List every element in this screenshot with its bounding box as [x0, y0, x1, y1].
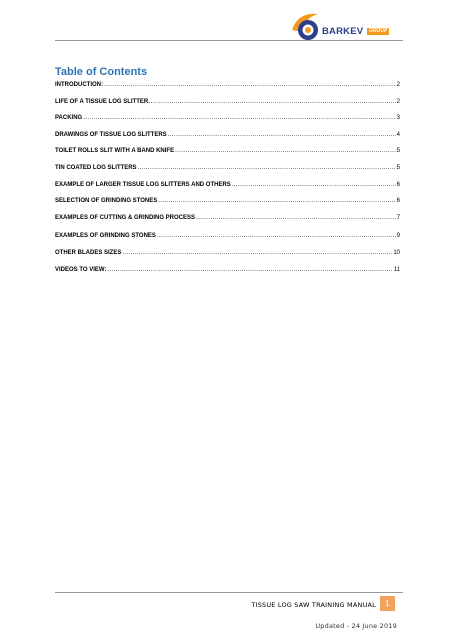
toc-entry-label: TIN COATED LOG SLITTERS	[55, 165, 137, 171]
logo-wordmark: BARKEV	[322, 26, 364, 37]
toc-entry-label: VIDEOS TO VIEW:	[55, 267, 107, 273]
toc-dot-leader	[175, 146, 396, 156]
toc-entry-page: 11	[393, 267, 400, 273]
toc-entry-page: 2	[396, 99, 400, 105]
toc-entry-tin-coated[interactable]	[55, 163, 400, 173]
toc-entry-label: PACKING	[55, 115, 83, 121]
toc-dot-leader	[151, 97, 396, 107]
toc-entry-label: EXAMPLE OF LARGER TISSUE LOG SLITTERS AND OTHERS	[55, 182, 231, 188]
toc-entry-page: 10	[393, 250, 400, 256]
toc-entry-page: 4	[396, 132, 400, 138]
toc-title: Table of Contents	[55, 66, 148, 78]
toc-entry-page: 5	[396, 148, 400, 154]
toc-dot-leader	[158, 196, 395, 206]
toc-entry-introduction[interactable]	[55, 80, 400, 90]
toc-entry-label: OTHER BLADES SIZES	[55, 250, 122, 256]
toc-entry-label: DRAWINGS OF TISSUE LOG SLITTERS	[55, 132, 167, 138]
toc-entry-label: INTRODUCTION:	[55, 82, 103, 88]
toc-entry-label: EXAMPLES OF CUTTING & GRINDING PROCESS	[55, 215, 196, 221]
footer-divider	[55, 592, 403, 593]
barkev-group-logo	[288, 8, 403, 44]
toc-entry-page: 5	[396, 165, 400, 171]
toc-entry-larger-slitters[interactable]	[55, 180, 400, 190]
toc-entry-cutting-grinding[interactable]	[55, 213, 400, 223]
footer-updated-date: Updated - 24 June 2019	[315, 622, 397, 630]
toc-entry-drawings[interactable]	[55, 130, 400, 140]
toc-entry-label: EXAMPLES OF GRINDING STONES	[55, 233, 156, 239]
toc-entry-page: 6	[396, 182, 400, 188]
logo-subtext: GROUP	[369, 28, 388, 34]
toc-entry-page: 7	[396, 215, 400, 221]
toc-entry-label: TOILET ROLLS SLIT WITH A BAND KNIFE	[55, 148, 175, 154]
toc-entry-videos[interactable]	[55, 265, 400, 275]
header-divider	[55, 40, 403, 41]
toc-dot-leader	[122, 248, 392, 258]
toc-entry-page: 6	[396, 198, 400, 204]
toc-dot-leader	[104, 80, 396, 90]
toc-entry-grinding-stones[interactable]	[55, 231, 400, 241]
toc-entry-page: 3	[396, 115, 400, 121]
toc-entry-other-blades[interactable]	[55, 248, 400, 258]
toc-entry-life-of-slitter[interactable]	[55, 97, 400, 107]
toc-dot-leader	[83, 113, 395, 123]
toc-entry-packing[interactable]	[55, 113, 400, 123]
toc-entry-band-knife[interactable]	[55, 146, 400, 156]
toc-dot-leader	[232, 180, 396, 190]
footer-document-title: TISSUE LOG SAW TRAINING MANUAL	[251, 601, 376, 609]
page-number-badge: 1	[380, 596, 395, 611]
toc-entry-page: 2	[396, 82, 400, 88]
toc-dot-leader	[107, 265, 392, 275]
toc-dot-leader	[168, 130, 396, 140]
toc-entry-page: 9	[396, 233, 400, 239]
toc-dot-leader	[138, 163, 396, 173]
toc-dot-leader	[157, 231, 396, 241]
toc-entry-label: SELECTION OF GRINDING STONES	[55, 198, 158, 204]
toc-dot-leader	[196, 213, 396, 223]
toc-entry-selection-grinding[interactable]	[55, 196, 400, 206]
barkev-logo-mark-icon	[288, 8, 324, 44]
toc-entry-label: LIFE OF A TISSUE LOG SLITTER.	[55, 99, 150, 105]
